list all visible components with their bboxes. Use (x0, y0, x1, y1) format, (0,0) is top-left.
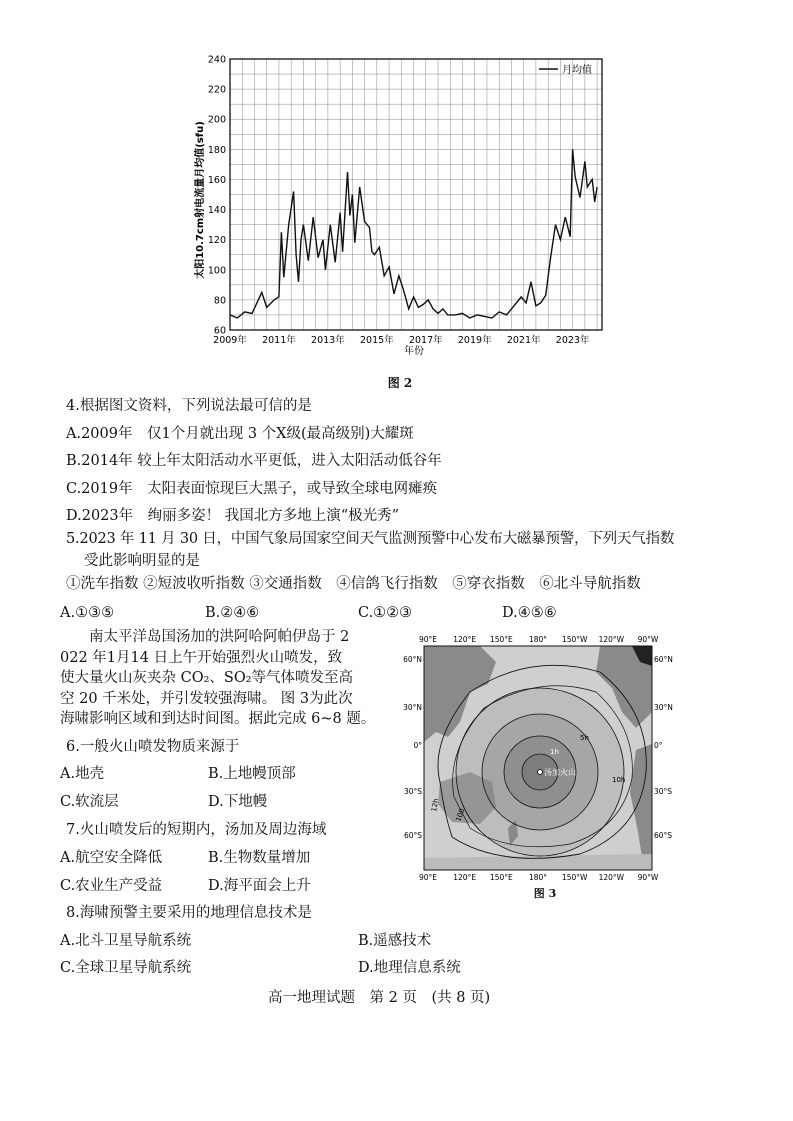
question-7-option-d: D.海平面会上升 (208, 878, 311, 894)
map-lat-label-right: 30°S (654, 787, 673, 796)
volcano-label: 汤加火山 (544, 768, 576, 777)
x-tick-label: 2023年 (555, 335, 590, 346)
question-4-option-a: A.2009年 仅1个月就出现 3 个X级(最高级别)大耀斑 (66, 426, 414, 442)
contour-label: 12h (430, 797, 441, 813)
map-lon-label-bottom: 150°E (489, 873, 513, 882)
map-lat-label-right: 30°N (654, 703, 673, 712)
question-6-option-b: B.上地幔顶部 (208, 766, 296, 782)
y-tick-label: 200 (207, 114, 226, 126)
question-7-option-c: C.农业生产受益 (60, 878, 163, 894)
y-tick-label: 240 (207, 54, 226, 66)
question-8-option-b: B.遥感技术 (358, 933, 432, 949)
question-8-option-c: C.全球卫星导航系统 (60, 960, 192, 976)
question-5-items: ①洗车指数 ②短波收听指数 ③交通指数 ④信鸽飞行指数 ⑤穿衣指数 ⑥北斗导航指数 (66, 576, 641, 592)
x-tick-label: 2019年 (457, 335, 492, 346)
volcano-marker (538, 770, 543, 775)
map-lat-label-left: 60°S (403, 831, 422, 840)
question-5-stem-cont: 受此影响明显的是 (84, 553, 200, 569)
y-tick-label: 220 (207, 84, 226, 96)
figure-2-caption: 图 2 (387, 376, 413, 390)
tsunami-arrival-map (400, 632, 676, 884)
x-axis-label: 年份 (404, 346, 424, 357)
map-lon-label-top: 150°W (561, 635, 588, 644)
question-5-option-a: A.①③⑤ (60, 605, 115, 621)
question-6-stem: 6.一般火山喷发物质来源于 (66, 739, 240, 755)
map-lon-label-top: 120°W (598, 635, 625, 644)
question-7-option-a: A.航空安全降低 (60, 850, 163, 866)
x-tick-label: 2009年 (213, 335, 247, 346)
x-tick-label: 2021年 (506, 335, 541, 346)
map-lat-label-right: 60°N (654, 655, 673, 664)
question-5-option-c: C.①②③ (358, 605, 413, 621)
passage-line: 使大量火山灰夹杂 CO₂、SO₂等气体喷发至高 (60, 670, 354, 686)
map-lon-label-top: 90°W (637, 635, 659, 644)
passage-line: 南太平洋岛国汤加的洪阿哈阿帕伊岛于 2 (60, 629, 350, 645)
passage-line: 空 20 千米处，并引发较强海啸。 图 3为此次 (60, 690, 353, 707)
contour-label: 100 (454, 807, 467, 823)
question-7-stem: 7.火山喷发后的短期内，汤加及周边海域 (66, 822, 327, 838)
y-tick-label: 120 (207, 235, 226, 247)
passage-line: 海啸影响区域和到达时间图。据此完成 6~8 题。 (60, 711, 376, 727)
map-lat-label-left: 30°S (403, 787, 422, 796)
map-lon-label-bottom: 120°W (598, 873, 625, 882)
x-tick-label: 2011年 (262, 335, 296, 346)
question-4-option-b: B.2014年 较上年太阳活动水平更低，进入太阳活动低谷年 (66, 453, 442, 469)
map-lon-label-top: 120°E (453, 635, 477, 644)
y-tick-label: 80 (213, 295, 226, 307)
question-5-option-b: B.②④⑥ (205, 605, 260, 621)
question-6-option-a: A.地壳 (60, 766, 105, 782)
y-axis-label: 太阳10.7cm射电流量月均值(sfu) (195, 121, 206, 279)
x-tick-label: 2017年 (408, 335, 443, 346)
x-tick-label: 2013年 (311, 335, 345, 346)
question-4-option-c: C.2019年 太阳表面惊现巨大黑子，或导致全球电网瘫痪 (66, 481, 438, 497)
y-tick-label: 180 (207, 144, 226, 156)
map-lon-label-bottom: 150°W (561, 873, 588, 882)
y-tick-label: 60 (213, 325, 226, 337)
map-lon-label-bottom: 90°W (637, 873, 659, 882)
question-4-option-d: D.2023年 绚丽多姿！ 我国北方多地上演“极光秀” (66, 508, 400, 524)
y-tick-label: 100 (207, 265, 226, 277)
x-tick-label: 2015年 (359, 335, 394, 346)
passage (60, 627, 395, 730)
figure-3-caption: 图 3 (533, 887, 557, 900)
map-lat-label-right: 0° (654, 741, 663, 750)
contour-label: 5h (580, 734, 589, 742)
page-footer: 高一地理试题 第 2 页 (共 8 页) (268, 990, 491, 1006)
question-6-option-d: D.下地幔 (208, 794, 268, 810)
map-lon-label-bottom: 120°E (453, 873, 477, 882)
question-5-option-d: D.④⑤⑥ (502, 605, 557, 621)
question-8-stem: 8.海啸预警主要采用的地理信息技术是 (66, 905, 312, 921)
map-lat-label-right: 60°S (654, 831, 673, 840)
contour-label: 10h (612, 776, 626, 784)
map-lon-label-top: 90°E (418, 635, 438, 644)
question-8-option-a: A.北斗卫星导航系统 (60, 933, 192, 949)
map-lon-label-top: 180° (528, 635, 548, 644)
map-lon-label-top: 150°E (489, 635, 513, 644)
map-lat-label-left: 30°N (403, 703, 422, 712)
map-lon-label-bottom: 180° (528, 873, 548, 882)
solar-flux-chart (190, 50, 610, 360)
legend-label: 月均值 (562, 65, 592, 76)
map-lat-label-left: 0° (413, 741, 422, 750)
question-8-option-d: D.地理信息系统 (358, 960, 461, 976)
y-tick-label: 160 (207, 174, 226, 186)
question-5-stem: 5.2023 年 11 月 30 日，中国气象局国家空间天气监测预警中心发布大磁暴预警，下列天气指数 (66, 531, 675, 547)
y-tick-label: 140 (207, 205, 226, 217)
question-4-stem: 4.根据图文资料，下列说法最可信的是 (66, 398, 312, 414)
map-lat-label-left: 60°N (403, 655, 422, 664)
passage-line: 022 年1月14 日上午开始强烈火山喷发，致 (60, 649, 343, 666)
map-lon-label-bottom: 90°E (418, 873, 438, 882)
contour-label: 1h (550, 748, 559, 756)
question-7-option-b: B.生物数量增加 (208, 850, 311, 866)
question-6-option-c: C.软流层 (60, 794, 119, 810)
